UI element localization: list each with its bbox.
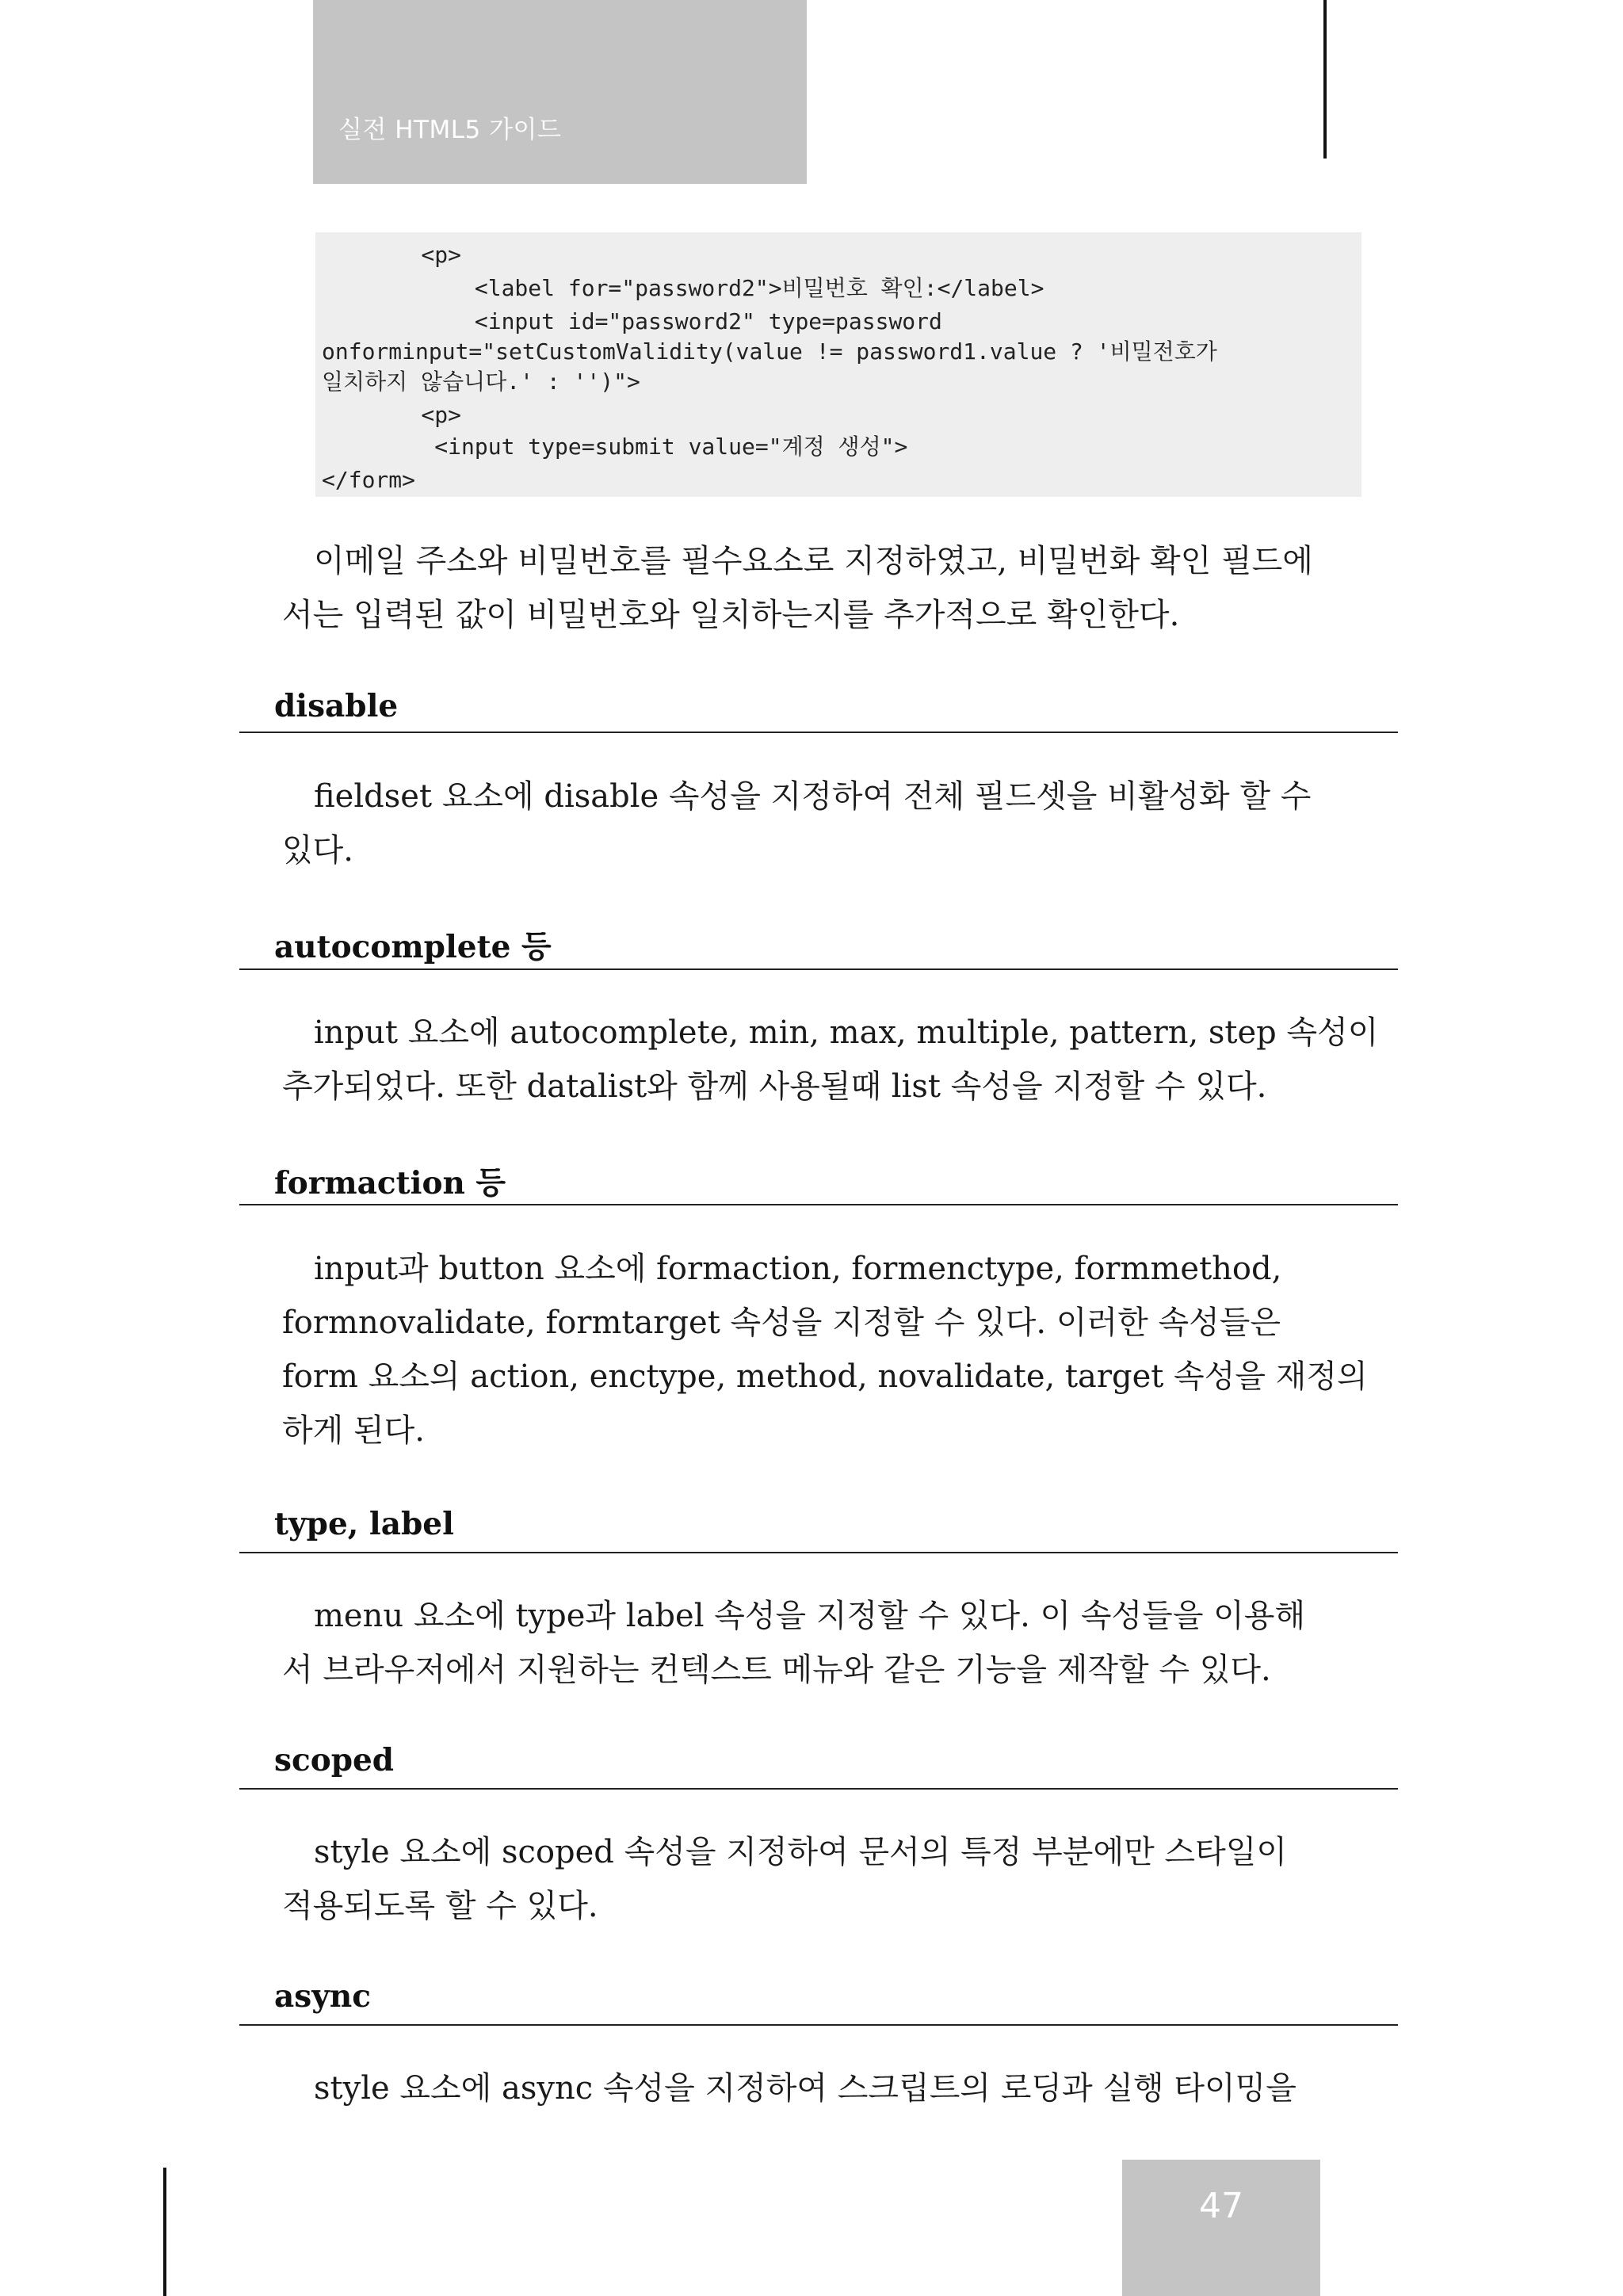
page-number: 47 — [1199, 2186, 1243, 2226]
section-title-type-label: type, label — [274, 1506, 454, 1542]
body-line: fieldset 요소에 disable 속성을 지정하여 전체 필드셋을 비활성화 할 수 — [314, 778, 1312, 815]
section-divider — [239, 1552, 1398, 1553]
section-title-autocomplete: autocomplete 등 — [274, 929, 552, 965]
code-line: <input id="password2" type=password — [368, 308, 942, 334]
code-block — [315, 232, 1361, 497]
body-line: 추가되었다. 또한 datalist와 함께 사용될때 list 속성을 지정할 수 있다. — [282, 1068, 1267, 1105]
body-line: input 요소에 autocomplete, min, max, multiple, pattern, step 속성이 — [314, 1014, 1379, 1051]
body-line: 하게 된다. — [282, 1412, 425, 1449]
body-line: style 요소에 async 속성을 지정하여 스크립트의 로딩과 실행 타이밍을 — [314, 2070, 1296, 2107]
code-line: </form> — [322, 467, 416, 493]
section-title-formaction: formaction 등 — [274, 1165, 506, 1201]
intro-line: 이메일 주소와 비밀번호를 필수요소로 지정하였고, 비밀번화 확인 필드에 — [314, 543, 1313, 579]
code-line: <p> — [368, 242, 462, 268]
section-title-async: async — [274, 1978, 371, 2015]
section-divider — [239, 2024, 1398, 2026]
section-divider — [239, 1204, 1398, 1205]
footer-band — [1122, 2160, 1320, 2296]
header-band — [313, 0, 807, 184]
body-line: menu 요소에 type과 label 속성을 지정할 수 있다. 이 속성들을 이용해 — [314, 1598, 1306, 1634]
section-title-disable: disable — [274, 688, 399, 724]
body-line: formnovalidate, formtarget 속성을 지정할 수 있다. 이러한 속성들은 — [282, 1305, 1281, 1341]
body-line: 적용되도록 할 수 있다. — [282, 1888, 598, 1924]
body-line: input과 button 요소에 formaction, formenctype, formmethod, — [314, 1251, 1282, 1287]
body-line: style 요소에 scoped 속성을 지정하여 문서의 특정 부분에만 스타일이 — [314, 1834, 1287, 1870]
code-line: <p> — [368, 402, 462, 428]
body-line: form 요소의 action, enctype, method, novalidate, target 속성을 재정의 — [282, 1358, 1368, 1395]
section-divider — [239, 732, 1398, 733]
code-line: 일치하지 않습니다.' : '')"> — [322, 369, 640, 395]
code-line: onforminput="setCustomValidity(value != password1.value ? '비밀전호가 — [322, 338, 1217, 365]
section-divider — [239, 968, 1398, 970]
body-line: 서 브라우저에서 지원하는 컨텍스트 메뉴와 같은 기능을 제작할 수 있다. — [282, 1652, 1271, 1688]
section-title-scoped: scoped — [274, 1742, 395, 1778]
code-line: <input type=submit value="계정 생성"> — [368, 434, 908, 460]
code-line: <label for="password2">비밀번호 확인:</label> — [368, 275, 1044, 301]
intro-line: 서는 입력된 값이 비밀번호와 일치하는지를 추가적으로 확인한다. — [282, 597, 1180, 633]
top-vertical-rule — [1323, 0, 1327, 159]
section-divider — [239, 1788, 1398, 1790]
book-title: 실전 HTML5 가이드 — [338, 116, 562, 144]
bottom-vertical-rule — [163, 2168, 166, 2296]
body-line: 있다. — [282, 832, 353, 869]
